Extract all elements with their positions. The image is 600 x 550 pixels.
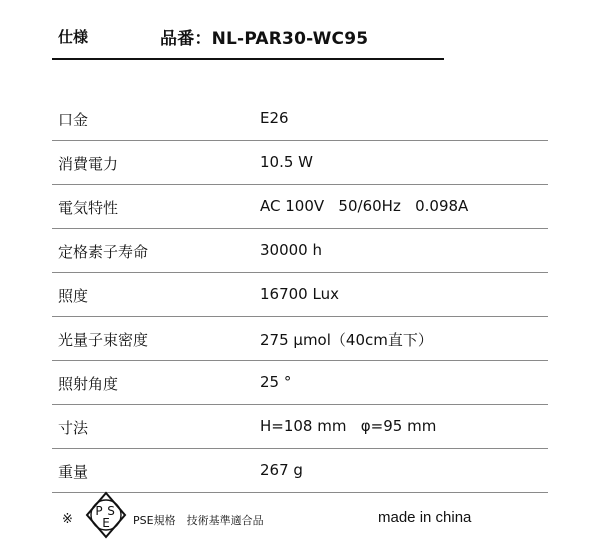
spec-label: 光量子束密度 [58, 331, 149, 349]
spec-row-base [52, 97, 548, 141]
spec-label: 消費電力 [58, 155, 119, 173]
spec-table [52, 97, 548, 493]
footer [0, 486, 600, 546]
spec-value: 16700 Lux [260, 285, 339, 303]
spec-row-electrical [52, 185, 548, 229]
spec-row-lifetime [52, 229, 548, 273]
spec-title: 仕様 [58, 28, 89, 46]
spec-value: 10.5 W [260, 153, 313, 171]
pse-letter-p: P [95, 504, 103, 518]
spec-row-beam-angle [52, 361, 548, 405]
spec-label: 照射角度 [58, 375, 119, 393]
spec-label: 寸法 [58, 419, 89, 437]
spec-value: 30000 h [260, 241, 322, 259]
spec-header [52, 22, 444, 60]
spec-row-illuminance [52, 273, 548, 317]
spec-label: 重量 [58, 463, 89, 481]
spec-row-dimensions [52, 405, 548, 449]
spec-value: H=108 mm φ=95 mm [260, 417, 437, 435]
spec-value: E26 [260, 109, 289, 127]
pse-letter-e: E [102, 516, 110, 530]
made-in-label: made in china [378, 509, 472, 526]
pse-mark-icon [84, 491, 128, 539]
spec-label: 電気特性 [58, 199, 119, 217]
spec-value: 25 ° [260, 373, 292, 391]
spec-value: 267 g [260, 461, 303, 479]
spec-label: 定格素子寿命 [58, 243, 149, 261]
pse-letter-s: S [107, 504, 115, 518]
pse-compliance-text: PSE規格 技術基準適合品 [133, 514, 264, 527]
note-mark: ※ [62, 512, 73, 527]
spec-value: 275 μmol（40cm直下） [260, 331, 433, 349]
spec-value: AC 100V 50/60Hz 0.098A [260, 197, 469, 215]
spec-row-ppfd [52, 317, 548, 361]
spec-row-power [52, 141, 548, 185]
model-number: 品番：NL-PAR30-WC95 [160, 29, 369, 49]
spec-label: 口金 [58, 111, 89, 129]
spec-label: 照度 [58, 287, 89, 305]
